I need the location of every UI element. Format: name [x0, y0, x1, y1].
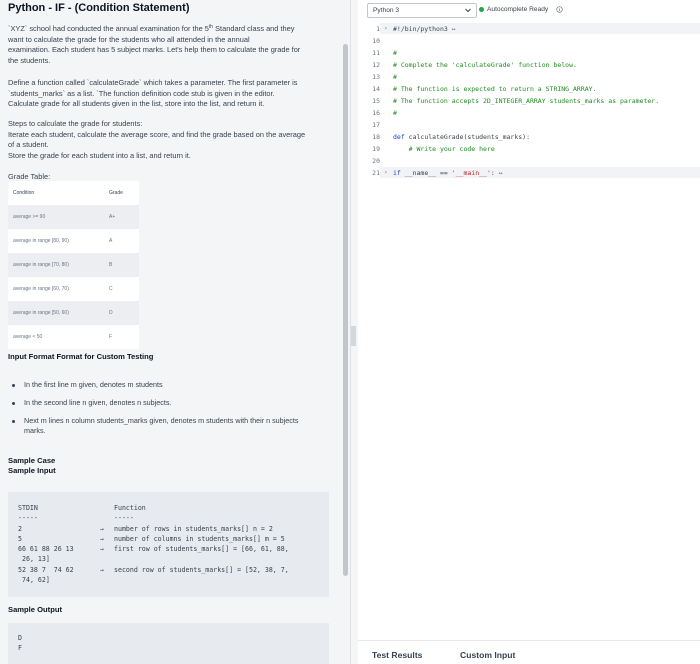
stdin-dash: -----	[18, 514, 38, 522]
problem-scrollbar-thumb[interactable]	[343, 44, 348, 576]
collapsed-marker-icon[interactable]: ↔	[498, 169, 503, 177]
output-line: F	[18, 644, 22, 652]
function-desc-cont: 26, 13]	[22, 555, 50, 563]
grade-cell: A	[109, 238, 113, 244]
table-row	[8, 301, 139, 325]
grade-cell: C	[109, 286, 113, 292]
input-format-list	[24, 380, 314, 444]
function-dash: -----	[114, 514, 134, 522]
stdin-value: 52 38 7 74 62	[18, 566, 74, 574]
grade-table	[8, 181, 139, 349]
line-number: 13	[372, 73, 380, 81]
line-number: 11	[372, 49, 380, 57]
collapsed-marker-icon[interactable]: ↔	[451, 25, 456, 33]
editor-panel	[358, 0, 700, 664]
sample-output-title: Sample Output	[8, 605, 63, 614]
steps-line: Steps to calculate the grade for students:	[8, 119, 143, 128]
condition-cell: average in range [80, 90)	[13, 238, 69, 244]
sample-case-title: Sample Case	[8, 456, 56, 465]
tab-custom-input[interactable]: Custom Input	[460, 650, 516, 660]
stdin-header: STDIN	[18, 504, 38, 512]
editor-toolbar	[358, 0, 700, 22]
define-line: Define a function called `calculateGrade` which takes a parameter. The first parameter is	[8, 78, 298, 87]
arrow-icon: →	[100, 535, 104, 543]
def-signature: calculateGrade(students_marks):	[408, 133, 530, 141]
problem-content	[0, 0, 340, 664]
code-line[interactable]: # Complete the 'calculateGrade' function below.	[393, 61, 577, 69]
code-line[interactable]: # The function is expected to return a STRING_ARRAY.	[393, 85, 597, 93]
line-number: 1	[376, 25, 380, 33]
editor-footer	[358, 640, 700, 664]
define-paragraph	[8, 78, 333, 110]
language-select-value: Python 3	[373, 7, 400, 14]
grade-cell: F	[109, 334, 113, 340]
condition-cell: average in range [60, 70)	[13, 286, 69, 292]
output-line: D	[18, 634, 22, 642]
table-row	[8, 277, 139, 301]
arrow-icon: →	[100, 566, 104, 574]
code-line[interactable]	[393, 169, 503, 177]
steps-paragraph	[8, 119, 333, 161]
grade-cell: D	[109, 310, 113, 316]
code-line[interactable]: # The function accepts 2D_INTEGER_ARRAY students_marks as parameter.	[393, 97, 660, 105]
language-select[interactable]	[367, 3, 477, 18]
function-desc-cont: 74, 62]	[22, 576, 50, 584]
condition-cell: average in range [50, 60)	[13, 310, 69, 316]
fold-chevron-icon[interactable]: ›	[384, 25, 388, 32]
stdin-value: 66 61 88 26 13	[18, 545, 74, 553]
code-text: #!/bin/python3	[393, 25, 448, 33]
line-number: 20	[372, 157, 380, 165]
line-number: 16	[372, 109, 380, 117]
status-dot-icon	[479, 7, 484, 12]
function-desc: number of columns in students_marks[] m = 5	[114, 535, 285, 543]
list-item: In the first line m given, denotes m students	[24, 380, 314, 390]
steps-line: Store the grade for each student into a list, and return it.	[8, 150, 191, 160]
code-line[interactable]: #	[393, 73, 397, 81]
line-number: 12	[372, 61, 380, 69]
arrow-icon: →	[100, 545, 104, 553]
tab-test-results[interactable]: Test Results	[372, 650, 423, 660]
fold-chevron-icon[interactable]: ›	[384, 169, 388, 176]
code-line[interactable]	[393, 133, 530, 141]
intro-line: examination. Each student has 5 subject marks. Let's help them to calculate the grade for	[8, 45, 301, 54]
arrow-icon: →	[100, 525, 104, 533]
list-item: Next m lines n column students_marks given, denotes m students with their n subjects marks.	[24, 416, 314, 436]
line-number: 19	[372, 145, 380, 153]
code-line[interactable]	[393, 25, 456, 33]
main-string: '__main__'	[451, 169, 491, 177]
grade-table-title: Grade Table:	[8, 172, 51, 181]
condition-cell: average in range [70, 80)	[13, 262, 69, 268]
steps-line: Iterate each student, calculate the average score, and find the grade based on the average	[8, 129, 306, 139]
line-number: 18	[372, 133, 380, 141]
define-line: `students_marks` as a list. `The function definition code stub is given in the editor.	[8, 88, 275, 98]
line-number: 15	[372, 97, 380, 105]
def-keyword: def	[393, 133, 405, 141]
line-number: 14	[372, 85, 380, 93]
table-row	[8, 205, 139, 229]
info-icon[interactable]	[556, 6, 563, 13]
function-desc: number of rows in students_marks[] n = 2	[114, 525, 273, 533]
if-keyword: if	[393, 169, 401, 177]
line-number: 21	[372, 169, 380, 177]
define-line: Calculate grade for all students given in the list, store into the list, and return it.	[8, 99, 265, 108]
sample-input-box	[8, 492, 329, 597]
code-editor[interactable]	[358, 22, 700, 630]
table-row	[8, 229, 139, 253]
sample-input-title: Sample Input	[8, 466, 56, 475]
header-condition: Condition	[8, 181, 104, 205]
chevron-down-icon	[464, 6, 472, 14]
intro-line: want to calculate the grade for the students who all attended in the annual	[8, 34, 250, 44]
steps-line: of a student.	[8, 140, 49, 149]
sample-output-box	[8, 623, 329, 664]
stdin-value: 5	[18, 535, 22, 543]
grade-cell: A+	[109, 214, 116, 220]
intro-line: the students.	[8, 55, 51, 65]
input-format-title: Input Format Format for Custom Testing	[8, 352, 154, 361]
intro-line: `XYZ` school had conducted the annual examination for the 5th Standard class and they	[8, 24, 295, 33]
problem-title: Python - IF - (Condition Statement)	[8, 2, 190, 14]
autocomplete-status: Autocomplete Ready	[487, 6, 549, 13]
table-row	[8, 325, 139, 349]
drag-handle-icon[interactable]	[351, 326, 356, 346]
grade-cell: B	[109, 262, 113, 268]
function-desc: first row of students_marks[] = [66, 61, 88,	[114, 545, 289, 553]
line-number: 10	[372, 37, 380, 45]
condition-cell: average < 50	[13, 334, 43, 340]
stdin-value: 2	[18, 525, 22, 533]
function-header: Function	[114, 504, 146, 512]
function-desc: second row of students_marks[] = [52, 38, 7,	[114, 566, 289, 574]
intro-paragraph	[8, 24, 333, 66]
line-number: 17	[372, 121, 380, 129]
code-line[interactable]: # Write your code here	[393, 145, 495, 153]
dunder-name: __name__ ==	[404, 169, 448, 177]
colon: :	[490, 169, 495, 177]
list-item: In the second line n given, denotes n subjects.	[24, 398, 314, 408]
code-line[interactable]: #	[393, 109, 397, 117]
grade-table-header	[8, 181, 139, 205]
code-line[interactable]: #	[393, 49, 397, 57]
table-row	[8, 253, 139, 277]
condition-cell: average >= 90	[13, 214, 46, 220]
header-grade: Grade	[104, 181, 139, 205]
